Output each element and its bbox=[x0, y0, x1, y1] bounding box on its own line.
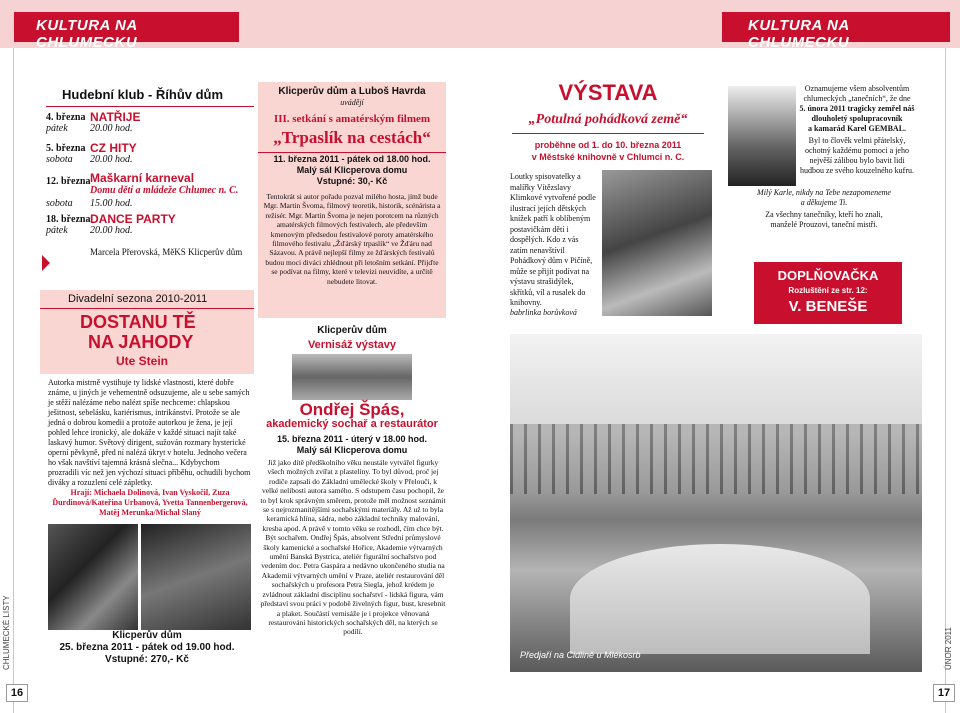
photo-caption: Předjaří na Cidlině u Mlékosrb bbox=[520, 650, 641, 660]
exhibition-rule bbox=[512, 133, 704, 134]
theatre-price: Vstupné: 270,- Kč bbox=[105, 654, 189, 665]
puzzle-title: DOPLŇOVAČKA bbox=[777, 268, 879, 283]
club-author-text: Marcela Přerovská, MěKS Klicperův dům bbox=[90, 247, 243, 257]
theatre-photo-2 bbox=[141, 524, 251, 630]
exhibition-title: „Potulná pohádková země“ bbox=[528, 112, 688, 127]
vernisaz-body: Již jako dítě předškolního věku neustále vytvářel figurky všech možných zvířat z plastelíny. To byl důvod, proč jej rodiče zapsali do Základní umělecké školy v Přelouči, k velké nelibosti autora samého. S odstupem času pochopil, že to byl krok správným směrem, protože měl možnost seznámit se s nejrozmanitějšími sochařskými materiály. Až už to byla keramická hlína, sádra, nebo základní techniky malování, kresba apod. A právě v tomto věku se rozhodl, čím chce být. Být sochařem. Ondřej Špás, absolvent Střední průmyslové školy kamenické a sochařské Hořice, Akademie výtvarných umění Banská Bystrica, ateliér figurální sochařstvo pod vedením doc. Petra Gaspára a nedávno ukončeného studia na Akademii výtvarných umění v Praze, ateliér restaurování děl sochařských u profesora Petra Siegla, jehož krédem je zvládnout základní disciplínu sochařství - lidská figura, vám představí svou práci v podobě živelných figur, bust, kresebnit a plaket. Součástí vernisáže je i projekce věnovaná restaurování historických sochařských děl, na kterých se podílí. bbox=[260, 458, 446, 637]
club-event-time: 20.00 hod. bbox=[90, 225, 133, 236]
theatre-author: Ute Stein bbox=[116, 354, 169, 368]
club-event-date: 5. března bbox=[46, 143, 86, 154]
vernisaz-profession: akademický sochař a restaurátor bbox=[266, 418, 438, 430]
puzzle-sub: Rozluštění ze str. 12: bbox=[788, 286, 868, 295]
memorial-text-3: a kamarád Karel GEMBAL. bbox=[807, 124, 907, 133]
club-author bbox=[90, 247, 242, 257]
film-rule bbox=[258, 152, 446, 153]
theatre-title-2: NA JAHODY bbox=[88, 332, 194, 352]
page-number-left: 16 bbox=[6, 684, 28, 702]
club-heading: Hudební klub - Říhův dům bbox=[62, 87, 224, 102]
film-title: „Trpaslík na cestách“ bbox=[273, 128, 431, 147]
club-event-time: 20.00 hod. bbox=[90, 123, 133, 134]
landscape-trees bbox=[510, 424, 922, 494]
exhibition-signature: babrlinka borůvková bbox=[510, 308, 577, 317]
film-org: Klicperův dům a Luboš Havrda bbox=[278, 86, 426, 97]
club-event-title: DANCE PARTY bbox=[90, 212, 176, 226]
memorial-block bbox=[798, 84, 916, 176]
landscape-photo bbox=[510, 334, 922, 672]
theatre-panel bbox=[40, 290, 254, 374]
film-hall: Malý sál Klicperova domu bbox=[296, 165, 408, 175]
right-side-strip bbox=[945, 48, 960, 713]
theatre-rule bbox=[40, 308, 254, 309]
film-date: 11. března 2011 - pátek od 18.00 hod. bbox=[273, 154, 431, 164]
exhibition-puppet-photo bbox=[602, 170, 712, 316]
club-side-marker bbox=[42, 255, 50, 271]
club-event-date: 4. března bbox=[46, 112, 86, 123]
vernisaz-date: 15. března 2011 - úterý v 18.00 hod. bbox=[276, 434, 428, 444]
theatre-title-1: DOSTANU TĚ bbox=[80, 312, 196, 332]
exhibition-heading: VÝSTAVA bbox=[558, 80, 658, 105]
club-event-time: 15.00 hod. bbox=[90, 198, 133, 209]
theatre-photo-1 bbox=[48, 524, 138, 630]
film-panel bbox=[258, 82, 446, 318]
club-event-sub: Domu dětí a mládeže Chlumec n. C. bbox=[90, 185, 239, 196]
memorial-text-5: Za všechny tanečníky, kteří ho znali, manželé Prouzovi, taneční mistři. bbox=[765, 210, 883, 229]
memorial-text-1: Oznamujeme všem absolventům chlumeckých „tanečních“, že dne bbox=[803, 84, 911, 103]
club-heading-rule bbox=[46, 106, 254, 107]
right-vertical-label: ÚNOR 2011 bbox=[944, 627, 953, 670]
theatre-date: 25. března 2011 - pátek od 19.00 hod. bbox=[59, 642, 235, 653]
club-event-date: 18. března bbox=[46, 214, 91, 225]
memorial-quote-1: Milý Karle, nikdy na Tebe nezapomeneme bbox=[757, 188, 891, 197]
left-vertical-label: CHLUMECKÉ LISTY bbox=[2, 595, 11, 670]
header-right-title: KULTURA NA CHLUMECKU bbox=[748, 17, 850, 51]
memorial-text-4: Byl to člověk velmi přátelský, ochotný každému pomoci a jeho nejvěší zálibou bylo bavit lidi hudbou ze svého kouzelného kufru. bbox=[800, 136, 914, 175]
exhibition-dates: proběhne od 1. do 10. března 2011 bbox=[534, 140, 682, 150]
header-left-title: KULTURA NA CHLUMECKU bbox=[36, 17, 138, 51]
puzzle-answer: V. BENEŠE bbox=[788, 298, 868, 315]
vernisaz-sculpture-photo bbox=[292, 354, 412, 400]
page-number-right: 17 bbox=[933, 684, 955, 702]
theatre-body: Autorka mistrně vystihuje ty lidské vlastnosti, které dobře známe, u jiných je vehementně odsuzujeme, ale u sebe samých je stěží nalézáme nebo nalézt spíše nechceme: chlapskou ješitnost, sebelásku, kariérismus, intrikánství. Protože se ale jedná o dobrou komedii a protože autorkou je žena, je její pohled lehce ironický, ale dokáže v každé situaci najít také laskavý humor. Světový dirigent, sužován rozmary hysterické operní pěvkyně, před ní nalézá úkryt v hotelu. Jednoho večera ho však navštíví tajemná krásná slečna... Kdybychom prozradili víc než jen výchozí situaci příběhu, ochudili bychom diváky a rozuzlení celé zápletky. bbox=[48, 378, 251, 487]
club-event-day: pátek bbox=[46, 225, 68, 236]
exhibition-place: v Městské knihovně v Chlumci n. C. bbox=[531, 152, 685, 162]
puzzle-box bbox=[754, 262, 902, 324]
vernisaz-hall: Malý sál Klicperova domu bbox=[296, 445, 408, 455]
theatre-season: Divadelní sezona 2010-2011 bbox=[68, 293, 208, 305]
vernisaz-title: Vernisáž výstavy bbox=[307, 339, 397, 351]
vernisaz-org: Klicperův dům bbox=[317, 325, 387, 336]
memorial-quote-2: a děkujeme Ti. bbox=[800, 198, 848, 207]
header-left bbox=[14, 12, 239, 51]
film-meeting: III. setkání s amatérským filmem bbox=[273, 113, 431, 125]
film-price: Vstupné: 30,- Kč bbox=[316, 176, 388, 186]
club-event-title: NATŘIJE bbox=[90, 110, 141, 124]
exhibition-body: Loutky spisovatelky a malířky Vítězslavy Klimkové vytvořené podle ilustrací jejích dětských knížek patří k oblíbeným postavičkám dětí i dospělých. Kdo z vás zatím nenavštívil Pohádkový dům v Pičíně, může se přijít podívat na výstavu strašidýlek, skřítků, víl a rusalek do knihovny. bbox=[510, 172, 596, 307]
landscape-river bbox=[570, 544, 870, 654]
club-event-time: 20.00 hod. bbox=[90, 154, 133, 165]
club-event-title: Maškarní karneval bbox=[90, 171, 195, 185]
club-event-title: CZ HITY bbox=[90, 141, 137, 155]
vernisaz-name: Ondřej Špás, bbox=[299, 400, 405, 419]
film-body: Tentokrát si autor pořadu pozval milého hosta, jímž bude Mgr. Martin Švoma, filmový teoretik, historik, scénárista a režisér. Mgr. Martin Švoma je nejen porotcem na různých amatérských filmových festivalech, ale především kmenovým předsedou festivalové poroty amatérského filmového festivalu „Žďárský trpaslík“ ve Žďáru nad Sázavou. A právě nejlepší filmy ze žďárských festivalů budou moci diváci zhlédnout při letošním setkání. Přijďte se podívat na filmy, které v televizi neuvidíte, a určitě nebudete litovat. bbox=[263, 192, 441, 286]
vernisaz-panel bbox=[258, 322, 446, 432]
club-event-date: 12. března bbox=[46, 176, 91, 187]
header-right bbox=[722, 12, 950, 51]
club-event-day: sobota bbox=[46, 198, 73, 209]
memorial-text-2: 5. února 2011 tragicky zemřel náš dlouholetý spolupracovník bbox=[799, 104, 915, 123]
theatre-cast: Hrají: Michaela Dolinová, Ivan Vyskočil, Zuza Ďurdinová/Kateřina Urbanová, Yvetta Tannenbergerová, Matěj Merunka/Michal Slaný bbox=[52, 488, 248, 517]
theatre-venue: Klicperův dům bbox=[112, 630, 182, 641]
club-event-day: pátek bbox=[46, 123, 68, 134]
memorial-portrait bbox=[728, 86, 796, 186]
club-event-day: sobota bbox=[46, 154, 73, 165]
film-org-sub: uvádějí bbox=[340, 98, 364, 107]
